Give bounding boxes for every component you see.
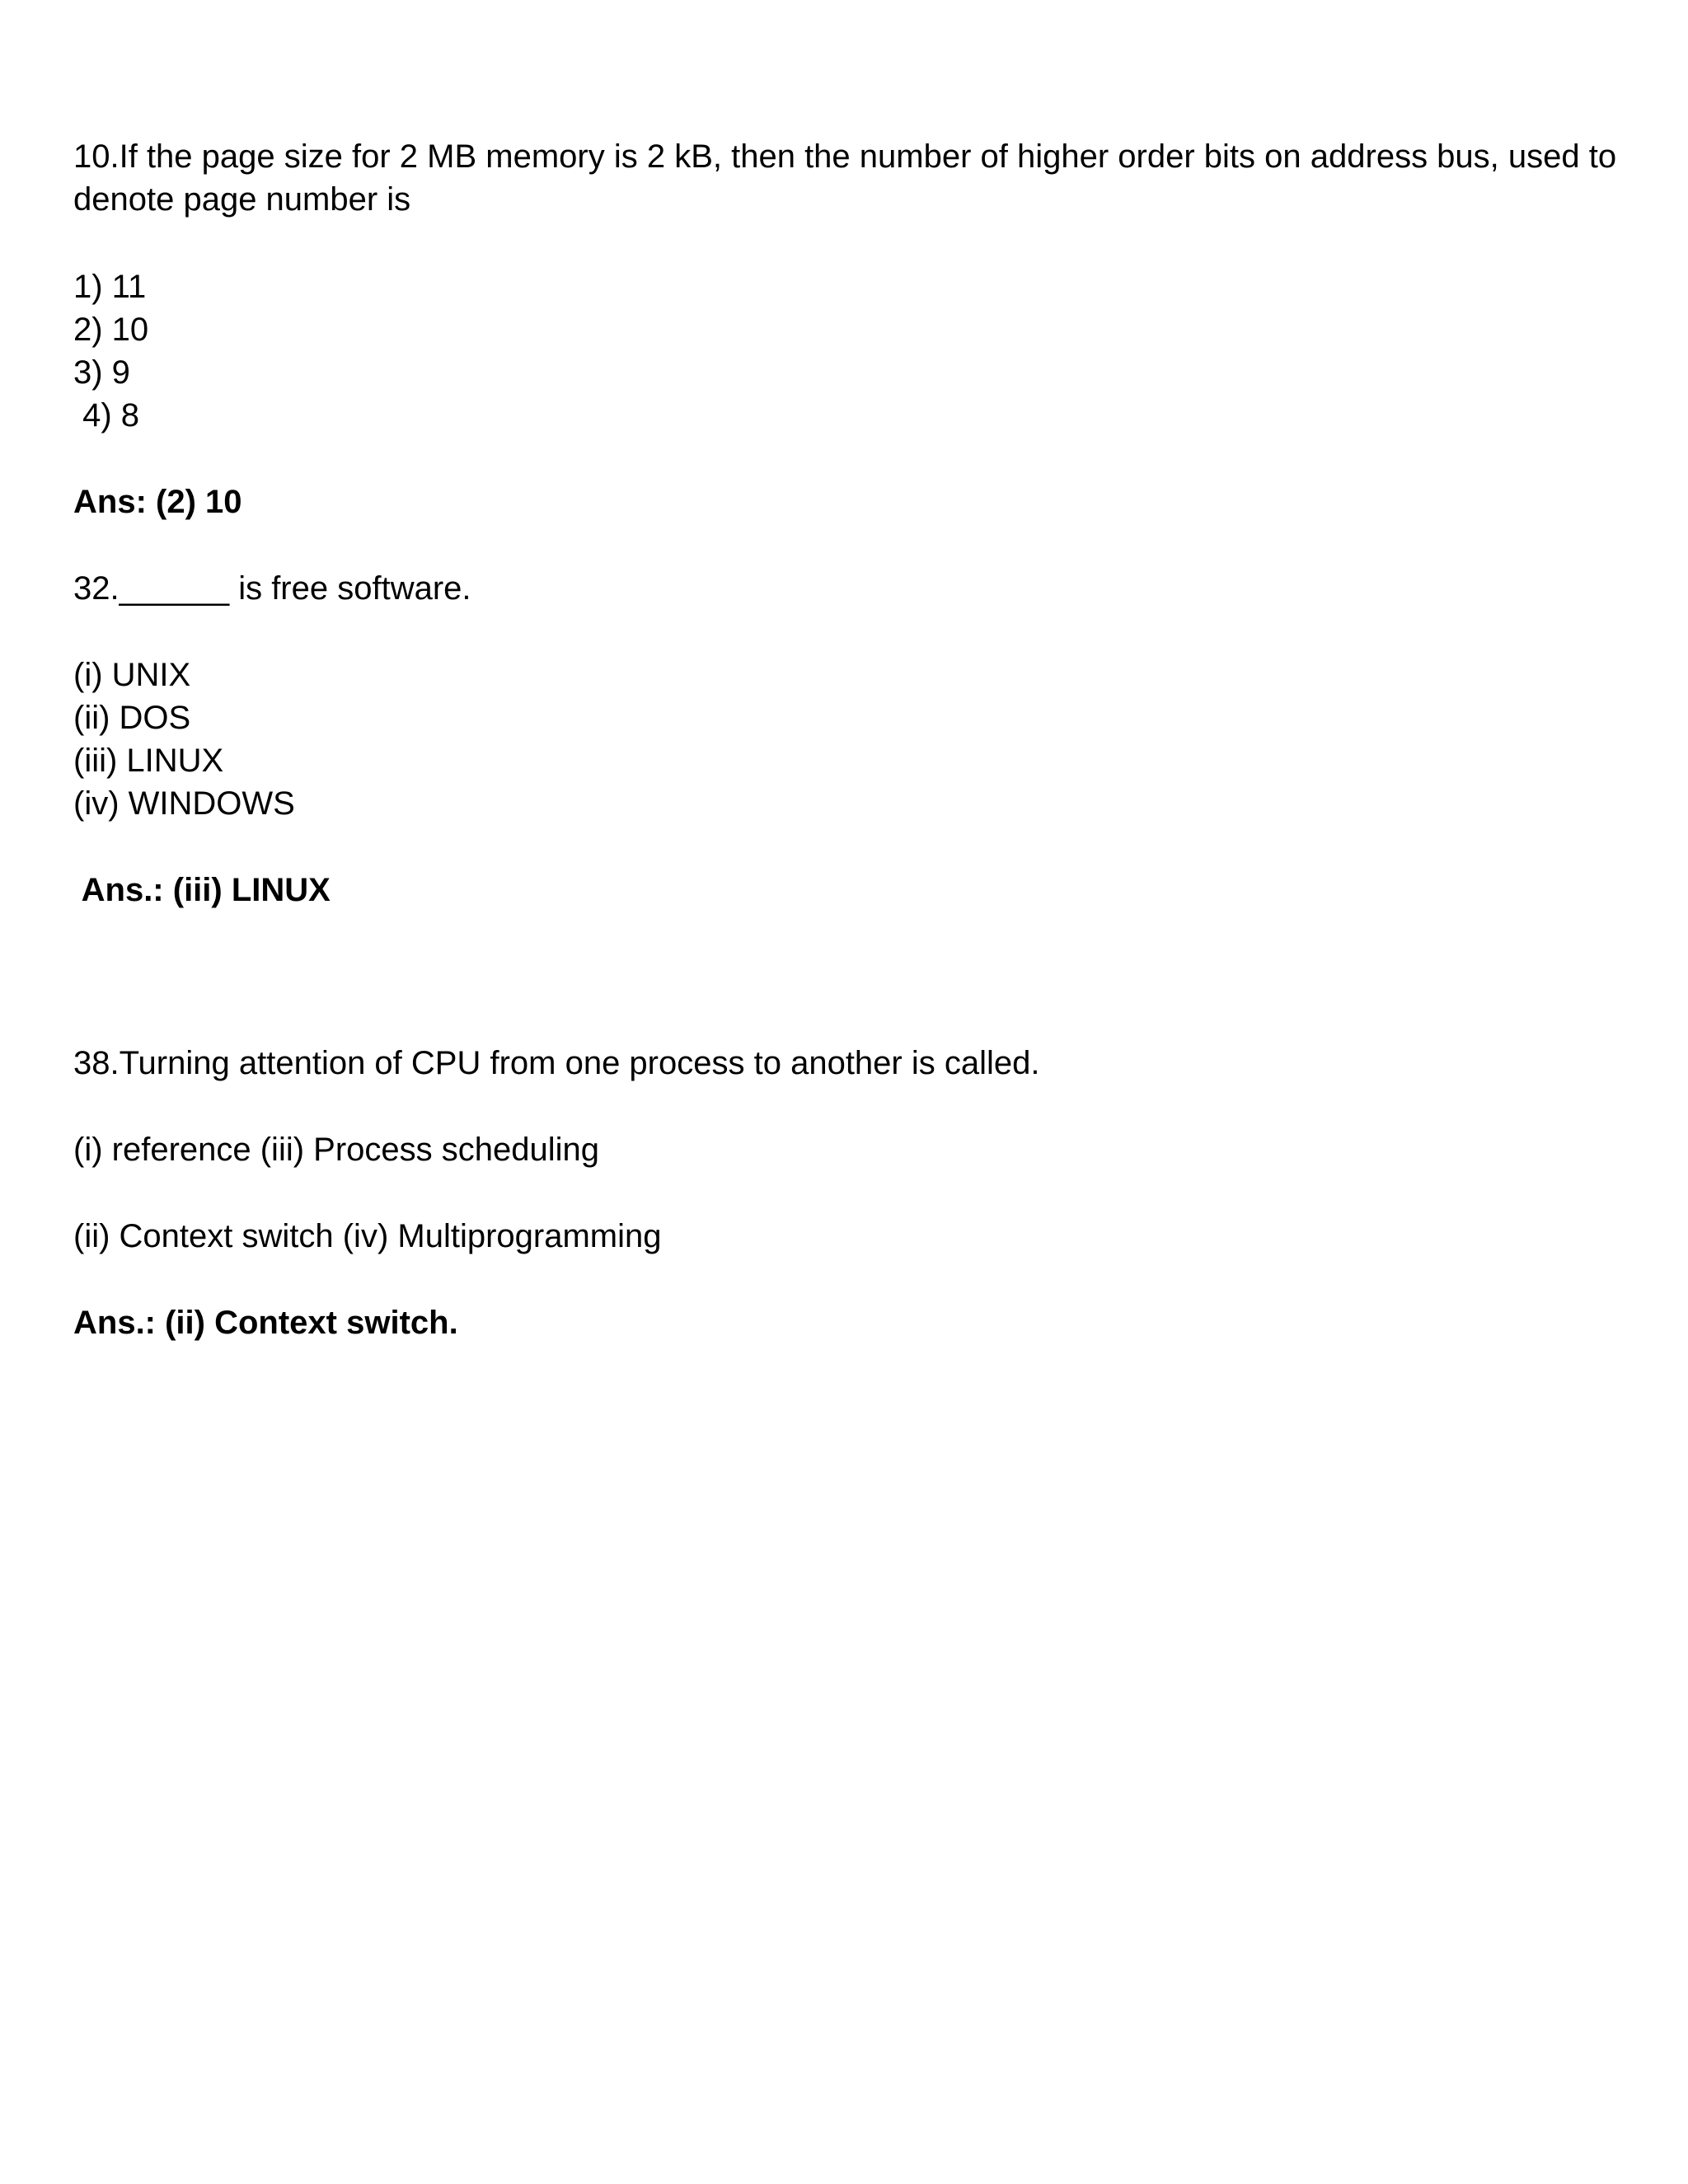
- q38-options-row-2: (ii) Context switch (iv) Multiprogramming: [73, 1218, 662, 1254]
- q10-answer: Ans: (2) 10: [73, 484, 242, 520]
- q32-option-4: (iv) WINDOWS: [73, 785, 295, 822]
- question-32-text: 32.______ is free software.: [73, 570, 471, 607]
- q32-option-1: (i) UNIX: [73, 657, 191, 693]
- q32-option-2: (ii) DOS: [73, 700, 191, 736]
- q38-options-row-1: (i) reference (iii) Process scheduling: [73, 1132, 600, 1168]
- question-10-text: 10.If the page size for 2 MB memory is 2 kB, then the number of higher order bits on address bus, used to denote page number is: [73, 138, 1617, 218]
- question-38-text: 38.Turning attention of CPU from one process to another is called.: [73, 1045, 1040, 1081]
- q10-option-1: 1) 11: [73, 269, 147, 305]
- q10-option-3: 3) 9: [73, 354, 130, 391]
- q32-answer: Ans.: (iii) LINUX: [73, 872, 331, 908]
- q32-option-3: (iii) LINUX: [73, 743, 224, 779]
- q10-option-4: 4) 8: [73, 397, 140, 434]
- q38-answer: Ans.: (ii) Context switch.: [73, 1305, 458, 1341]
- q10-option-2: 2) 10: [73, 312, 149, 348]
